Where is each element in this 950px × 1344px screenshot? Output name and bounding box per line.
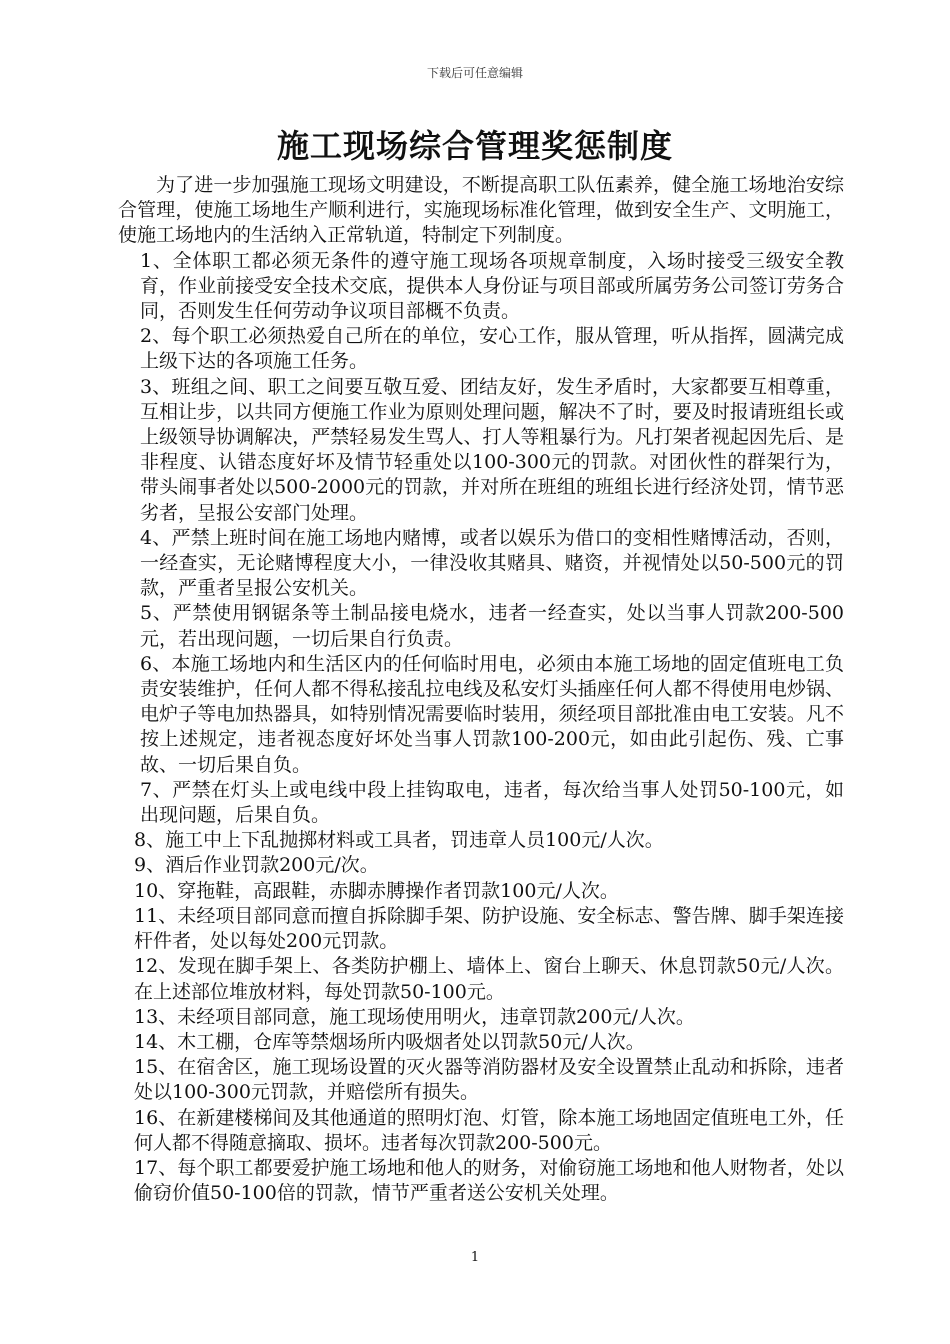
rule-item: 11、未经项目部同意而擅自拆除脚手架、防护设施、安全标志、警告牌、脚手架连接杆件者，处以每处200元罚款。: [134, 904, 844, 953]
rule-item: 4、严禁上班时间在施工场地内赌博，或者以娱乐为借口的变相性赌博活动，否则，一经查实，无论赌博程度大小，一律没收其赌具、赌资，并视情处以50-500元的罚款，严重者呈报公安机关。: [140, 526, 844, 600]
rule-item: 13、未经项目部同意，施工现场使用明火，违章罚款200元/人次。: [134, 1005, 695, 1028]
rule-item: 15、在宿舍区，施工现场设置的灭火器等消防器材及安全设置禁止乱动和拆除，违者处以100-300元罚款，并赔偿所有损失。: [134, 1056, 844, 1104]
rule-list: [118, 249, 844, 1207]
page-number: 1: [470, 1250, 480, 1265]
rule-item: 5、严禁使用钢锯条等土制品接电烧水，违者一经查实，处以当事人罚款200-500元，若出现问题，一切后果自行负责。: [140, 602, 844, 650]
document-title: 施工现场综合管理奖惩制度: [276, 127, 673, 165]
rule-item: 10、穿拖鞋，高跟鞋，赤脚赤膊操作者罚款100元/人次。: [134, 879, 619, 902]
rule-item: 9、酒后作业罚款200元/次。: [134, 854, 379, 877]
header-note: 下载后可任意编辑: [426, 66, 523, 80]
document-body: [118, 173, 844, 1206]
intro-paragraph: 为了进一步加强施工现场文明建设，不断提高职工队伍素养，健全施工场地治安综合管理，使施工场地生产顺利进行，实施现场标准化管理，做到安全生产、文明施工，使施工场地内的生活纳入正常轨道，特制定下列制度。: [118, 174, 844, 247]
rule-item: 16、在新建楼梯间及其他通道的照明灯泡、灯管，除本施工场地固定值班电工外，任何人都不得随意摘取、损坏。违者每次罚款200-500元。: [134, 1106, 844, 1154]
rule-item: 14、木工棚，仓库等禁烟场所内吸烟者处以罚款50元/人次。: [134, 1030, 645, 1053]
rule-item: 3、班组之间、职工之间要互敬互爱、团结友好，发生矛盾时，大家都要互相尊重，互相让步，以共同方便施工作业为原则处理问题，解决不了时，要及时报请班组长或上级领导协调解决，严禁轻易发生骂人、打人等粗暴行为。凡打架者视起因先后、是非程度、认错态度好坏及情节轻重处以100-300元的罚款。对团伙性的群架行为，带头闹事者处以500-2000元的罚款，并对所在班组的班组长进行经济处罚，情节恶劣者，呈报公安部门处理。: [140, 375, 844, 524]
rule-item: 6、本施工场地内和生活区内的任何临时用电，必须由本施工场地的固定值班电工负责安装维护，任何人都不得私接乱拉电线及私安灯头插座任何人都不得使用电炒锅、电炉子等电加热器具，如特别情况需要临时装用，须经项目部批准由电工安装。凡不按上述规定，违者视态度好坏处当事人罚款100-200元，如由此引起伤、残、亡事故、一切后果自负。: [140, 652, 844, 776]
rule-item: 8、施工中上下乱抛掷材料或工具者，罚违章人员100元/人次。: [134, 829, 664, 852]
rule-item: 2、每个职工必须热爱自己所在的单位，安心工作，服从管理，听从指挥，圆满完成上级下达的各项施工任务。: [140, 325, 844, 373]
rule-item: 12、发现在脚手架上、各类防护棚上、墙体上、窗台上聊天、休息罚款50元/人次。在上述部位堆放材料，每处罚款50-100元。: [134, 955, 844, 1003]
rule-item: 17、每个职工都要爱护施工场地和他人的财务，对偷窃施工场地和他人财物者，处以偷窃价值50-100倍的罚款，情节严重者送公安机关处理。: [134, 1156, 844, 1205]
rule-item: 1、全体职工都必须无条件的遵守施工现场各项规章制度，入场时接受三级安全教育，作业前接受安全技术交底，提供本人身份证与项目部或所属劳务公司签订劳务合同，否则发生任何劳动争议项目部概不负责。: [140, 249, 844, 323]
rule-item: 7、严禁在灯头上或电线中段上挂钩取电，违者，每次给当事人处罚50-100元，如出现问题，后果自负。: [140, 778, 844, 827]
